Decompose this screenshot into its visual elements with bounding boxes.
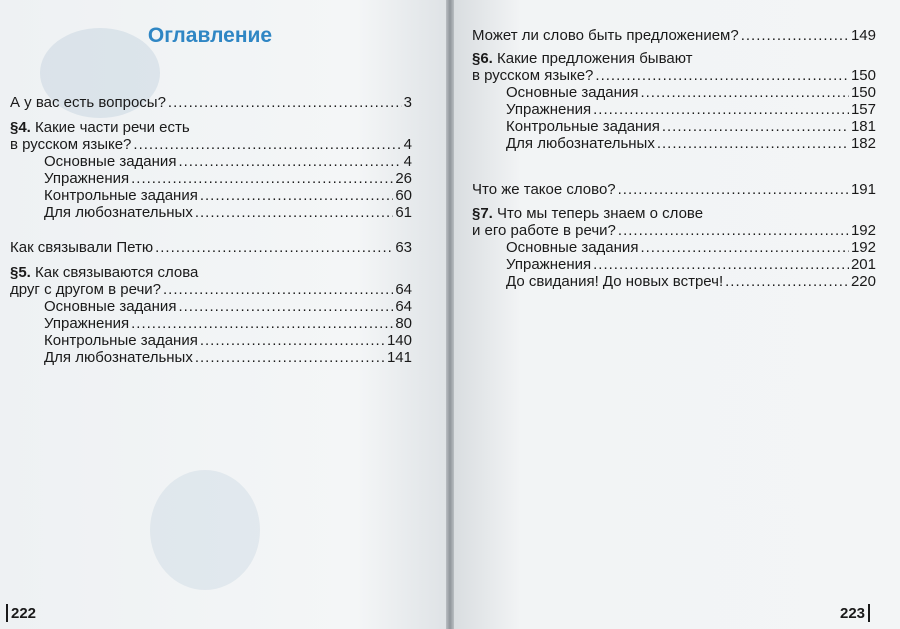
dot-leader (741, 27, 849, 44)
toc-entry-page: 141 (386, 349, 412, 366)
toc-entry-page: 63 (395, 239, 412, 256)
toc-entry-label: Упражнения (44, 315, 130, 332)
toc-entry-label: Для любознательных (44, 204, 193, 221)
section-heading (472, 205, 703, 222)
toc-subentry (506, 273, 876, 290)
toc-entry-label: друг с другом в речи? (10, 281, 161, 298)
section-heading (472, 50, 693, 67)
section-heading-text: Что мы теперь знаем о слове (497, 205, 704, 222)
section-heading (10, 264, 198, 281)
toc-entry-page: 150 (850, 84, 876, 101)
toc-entry-label: Основные задания (506, 84, 639, 101)
toc-entry-label: Что же такое слово? (472, 181, 616, 198)
page-number (6, 604, 36, 622)
dot-leader (195, 349, 385, 366)
section-heading-text: Какие части речи есть (35, 119, 190, 136)
toc-subentry (506, 101, 876, 118)
dot-leader (640, 239, 849, 256)
toc-entry (10, 239, 412, 256)
toc-subentry (44, 332, 412, 349)
dot-leader (178, 153, 401, 170)
toc-entry-label: Контрольные задания (506, 118, 660, 135)
toc-entry-label: в русском языке? (472, 67, 594, 84)
toc-entry-label: Как связывали Петю (10, 239, 154, 256)
left-page (0, 0, 446, 629)
toc-entry-page: 182 (850, 135, 876, 152)
toc-entry-page: 150 (850, 67, 876, 84)
page-number-text: 222 (11, 604, 37, 622)
toc-entry (10, 281, 412, 298)
section-heading-text: Какие предложения бывают (497, 50, 693, 67)
toc-entry-page: 64 (395, 281, 412, 298)
page-number (840, 604, 870, 622)
dot-leader (640, 84, 849, 101)
toc-entry (472, 181, 876, 198)
toc-entry-label: А у вас есть вопросы? (10, 94, 166, 111)
toc-entry-label: и его работе в речи? (472, 222, 616, 239)
section-mark: §5. (10, 264, 31, 281)
toc-entry-page: 220 (850, 273, 876, 290)
dot-leader (168, 94, 402, 111)
faded-robot-illustration (150, 470, 260, 590)
dot-leader (155, 239, 393, 256)
toc-entry-label: Может ли слово быть предложением? (472, 27, 739, 44)
toc-entry-label: До свидания! До новых встреч! (506, 273, 724, 290)
toc-entry-page: 64 (395, 298, 412, 315)
toc-entry-label: Контрольные задания (44, 332, 198, 349)
toc-entry-page: 4 (403, 153, 412, 170)
dot-leader (131, 170, 393, 187)
dot-leader (593, 256, 849, 273)
toc-entry-page: 192 (850, 222, 876, 239)
toc-subentry (506, 256, 876, 273)
dot-leader (725, 273, 849, 290)
toc-subentry (44, 153, 412, 170)
toc-entry-page: 4 (403, 136, 412, 153)
toc-entry-label: Основные задания (506, 239, 639, 256)
toc-entry (472, 67, 876, 84)
toc-entry-label: Для любознательных (506, 135, 655, 152)
toc-entry-page: 26 (395, 170, 412, 187)
toc-subentry (44, 204, 412, 221)
toc-subentry (506, 118, 876, 135)
section-mark: §7. (472, 205, 493, 222)
dot-leader (200, 332, 385, 349)
page-number-bar (6, 604, 8, 622)
dot-leader (593, 101, 849, 118)
dot-leader (163, 281, 393, 298)
page-title: Оглавление (147, 24, 273, 47)
toc-entry-label: Контрольные задания (44, 187, 198, 204)
toc-entry (10, 94, 412, 111)
dot-leader (195, 204, 393, 221)
toc-entry-page: 192 (850, 239, 876, 256)
toc-subentry (506, 239, 876, 256)
toc-entry-page: 181 (850, 118, 876, 135)
dot-leader (131, 315, 393, 332)
book-gutter (446, 0, 454, 629)
toc-entry-page: 140 (386, 332, 412, 349)
section-heading (10, 119, 190, 136)
section-heading-text: Как связываются слова (35, 264, 199, 281)
toc-subentry (44, 170, 412, 187)
dot-leader (618, 181, 849, 198)
toc-entry-page: 80 (395, 315, 412, 332)
toc-subentry (44, 315, 412, 332)
section-mark: §4. (10, 119, 31, 136)
toc-subentry (506, 135, 876, 152)
dot-leader (178, 298, 393, 315)
toc-entry-page: 3 (403, 94, 412, 111)
right-page (454, 0, 900, 629)
toc-entry-page: 157 (850, 101, 876, 118)
dot-leader (618, 222, 849, 239)
section-mark: §6. (472, 50, 493, 67)
toc-entry (472, 27, 876, 44)
dot-leader (595, 67, 849, 84)
page-number-bar (868, 604, 870, 622)
toc-entry-label: Основные задания (44, 298, 177, 315)
toc-entry-label: Основные задания (44, 153, 177, 170)
toc-entry-page: 60 (395, 187, 412, 204)
toc-subentry (506, 84, 876, 101)
toc-subentry (44, 349, 412, 366)
toc-entry-page: 149 (850, 27, 876, 44)
toc-subentry (44, 298, 412, 315)
dot-leader (662, 118, 849, 135)
page-number-text: 223 (840, 604, 866, 622)
dot-leader (657, 135, 849, 152)
toc-subentry (44, 187, 412, 204)
toc-entry-page: 61 (395, 204, 412, 221)
dot-leader (133, 136, 401, 153)
toc-entry (10, 136, 412, 153)
toc-entry-page: 201 (850, 256, 876, 273)
toc-entry-page: 191 (850, 181, 876, 198)
dot-leader (200, 187, 393, 204)
toc-entry-label: Упражнения (506, 256, 592, 273)
toc-entry-label: Упражнения (506, 101, 592, 118)
toc-entry (472, 222, 876, 239)
toc-entry-label: Для любознательных (44, 349, 193, 366)
toc-entry-label: Упражнения (44, 170, 130, 187)
toc-entry-label: в русском языке? (10, 136, 132, 153)
